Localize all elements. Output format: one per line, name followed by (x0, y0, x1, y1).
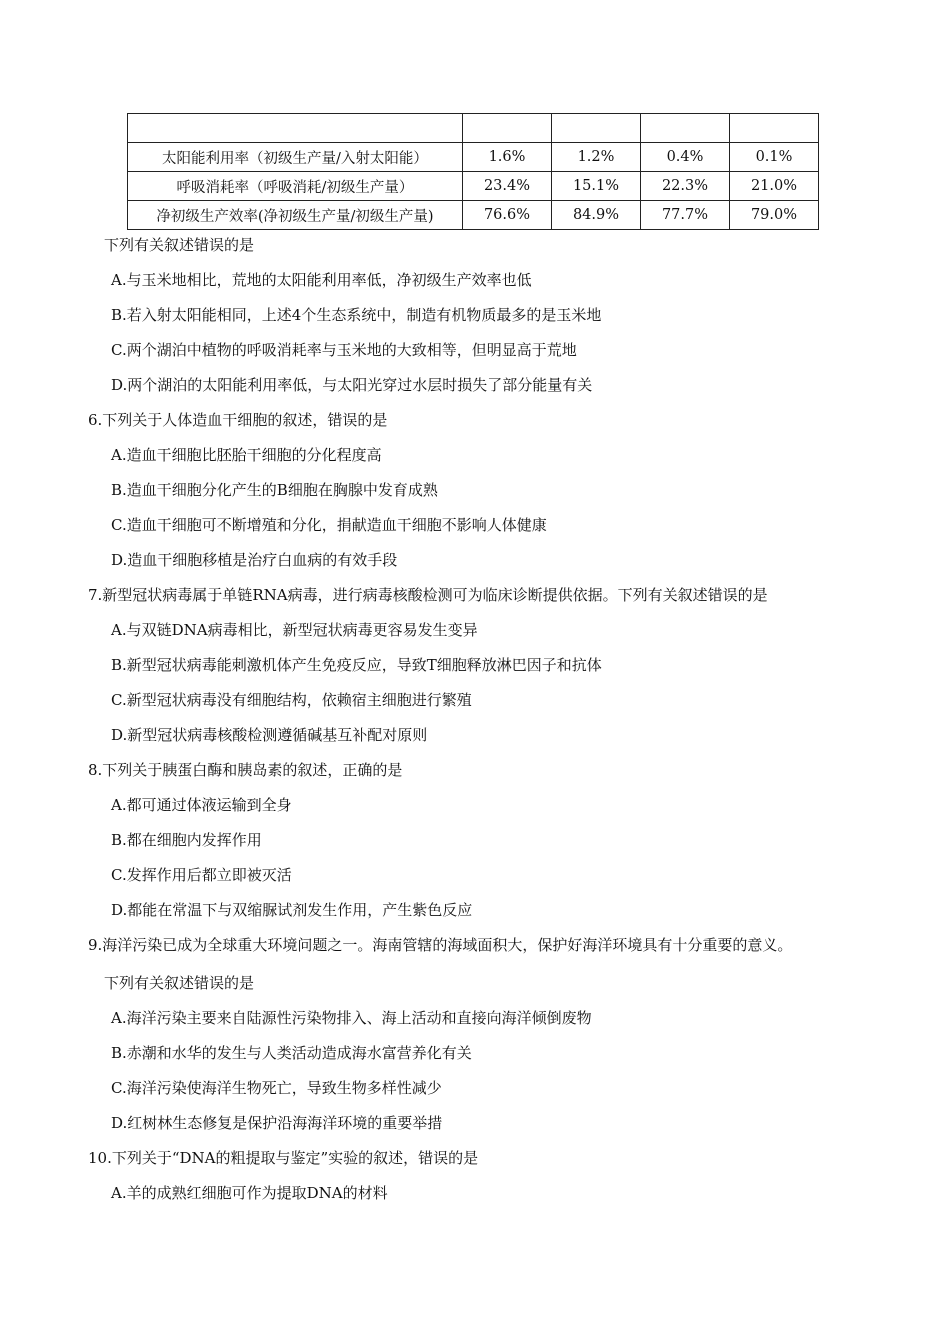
table-cell: 79.0% (730, 201, 819, 230)
q6-stem: 6.下列关于人体造血干细胞的叙述，错误的是 (88, 411, 388, 429)
q6-option-d: D.造血干细胞移植是治疗白血病的有效手段 (111, 551, 398, 569)
q6-option-a: A.造血干细胞比胚胎干细胞的分化程度高 (111, 446, 382, 464)
table-cell: 15.1% (552, 172, 641, 201)
q9-option-b: B.赤潮和水华的发生与人类活动造成海水富营养化有关 (111, 1044, 472, 1062)
q6-option-b: B.造血干细胞分化产生的B细胞在胸腺中发育成熟 (111, 481, 438, 499)
q9-stem-cont: 下列有关叙述错误的是 (104, 974, 255, 992)
q8-stem: 8.下列关于胰蛋白酶和胰岛素的叙述，正确的是 (88, 761, 403, 779)
table-cell: 22.3% (641, 172, 730, 201)
table-row (128, 143, 819, 172)
table-cell: 0.4% (641, 143, 730, 172)
q9-option-a: A.海洋污染主要来自陆源性污染物排入、海上活动和直接向海洋倾倒废物 (111, 1009, 592, 1027)
q7-option-c: C.新型冠状病毒没有细胞结构，依赖宿主细胞进行繁殖 (111, 691, 472, 709)
row-label: 净初级生产效率(净初级生产量/初级生产量) (128, 201, 463, 230)
table-cell: 0.1% (730, 143, 819, 172)
q9-option-c: C.海洋污染使海洋生物死亡，导致生物多样性减少 (111, 1079, 442, 1097)
q9-stem: 9.海洋污染已成为全球重大环境问题之一。海南管辖的海域面积大，保护好海洋环境具有十分重要的意义。 (88, 936, 793, 954)
row-label: 呼吸消耗率（呼吸消耗/初级生产量） (128, 172, 463, 201)
q7-option-b: B.新型冠状病毒能刺激机体产生免疫反应，导致T细胞释放淋巴因子和抗体 (111, 656, 602, 674)
table-cell: 77.7% (641, 201, 730, 230)
q10-option-a: A.羊的成熟红细胞可作为提取DNA的材料 (111, 1184, 388, 1202)
q7-option-d: D.新型冠状病毒核酸检测遵循碱基互补配对原则 (111, 726, 428, 744)
table-cell: 1.2% (552, 143, 641, 172)
table-header-cell (641, 114, 730, 143)
q9-option-d: D.红树林生态修复是保护沿海海洋环境的重要举措 (111, 1114, 443, 1132)
q5-option-c: C.两个湖泊中植物的呼吸消耗率与玉米地的大致相等，但明显高于荒地 (111, 341, 577, 359)
table-row (128, 201, 819, 230)
table-row (128, 172, 819, 201)
q6-option-c: C.造血干细胞可不断增殖和分化，捐献造血干细胞不影响人体健康 (111, 516, 547, 534)
q8-option-c: C.发挥作用后都立即被灭活 (111, 866, 292, 884)
table-cell: 21.0% (730, 172, 819, 201)
q5-option-a: A.与玉米地相比，荒地的太阳能利用率低，净初级生产效率也低 (111, 271, 532, 289)
q8-option-a: A.都可通过体液运输到全身 (111, 796, 292, 814)
table-cell: 23.4% (463, 172, 552, 201)
q10-stem: 10.下列关于“DNA的粗提取与鉴定”实验的叙述，错误的是 (88, 1149, 479, 1167)
q7-stem: 7.新型冠状病毒属于单链RNA病毒，进行病毒核酸检测可为临床诊断提供依据。下列有关叙述错误的是 (88, 586, 768, 604)
table-header-cell (552, 114, 641, 143)
table-header-row (128, 114, 819, 143)
q5-option-d: D.两个湖泊的太阳能利用率低，与太阳光穿过水层时损失了部分能量有关 (111, 376, 593, 394)
q7-option-a: A.与双链DNA病毒相比，新型冠状病毒更容易发生变异 (111, 621, 478, 639)
table-header-cell (730, 114, 819, 143)
q5-stem-tail: 下列有关叙述错误的是 (104, 236, 255, 254)
ecosystem-data-table (127, 113, 819, 230)
q8-option-d: D.都能在常温下与双缩脲试剂发生作用，产生紫色反应 (111, 901, 473, 919)
table-cell: 1.6% (463, 143, 552, 172)
q5-option-b: B.若入射太阳能相同，上述4个生态系统中，制造有机物质最多的是玉米地 (111, 306, 602, 324)
table-cell: 84.9% (552, 201, 641, 230)
table-cell: 76.6% (463, 201, 552, 230)
q8-option-b: B.都在细胞内发挥作用 (111, 831, 262, 849)
table-header-cell (463, 114, 552, 143)
row-label: 太阳能利用率（初级生产量/入射太阳能） (128, 143, 463, 172)
table-header-cell (128, 114, 463, 143)
